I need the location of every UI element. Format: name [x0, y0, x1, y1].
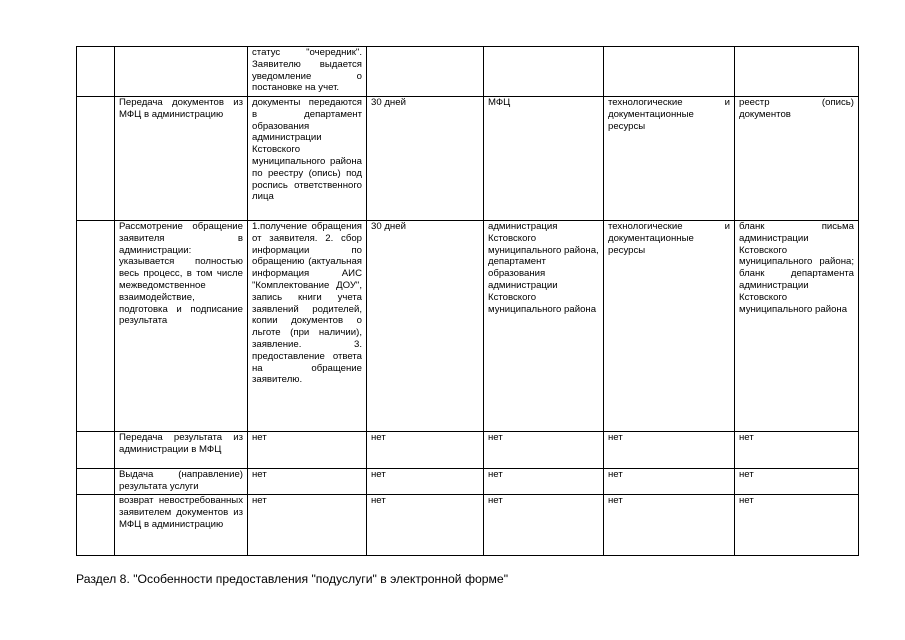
row-number-cell [77, 495, 115, 556]
duration-cell: нет [367, 495, 484, 556]
section-heading: Раздел 8. "Особенности предоставления "подуслуги" в электронной форме" [76, 572, 509, 586]
resources-cell: нет [604, 432, 735, 469]
table-row [77, 432, 859, 469]
duration-cell [367, 47, 484, 97]
procedure-description-cell: статус "очередник". Заявителю выдается уведомление о постановке на учет. [248, 47, 367, 97]
procedure-description-cell: нет [248, 432, 367, 469]
process-table [76, 46, 859, 556]
table-row [77, 469, 859, 495]
executor-cell: администрация Кстовского муниципального района, департамент образования администрации Кстовского муниципального района [484, 221, 604, 432]
procedure-description-cell: нет [248, 469, 367, 495]
procedure-description-cell: 1.получение обращения от заявителя. 2. сбор информации по обращению (актуальная информация АИС "Комплектование ДОУ", запись книги учета заявлений родителей, копии документов о льготе (при наличии), заявление. 3. предоставление ответа на обращение заявителю. [248, 221, 367, 432]
forms-cell: нет [735, 432, 859, 469]
table-row [77, 97, 859, 221]
procedure-cell: возврат невостребованных заявителем документов из МФЦ в администрацию [115, 495, 248, 556]
forms-cell: нет [735, 495, 859, 556]
resources-cell: нет [604, 495, 735, 556]
duration-cell: нет [367, 432, 484, 469]
resources-cell [604, 47, 735, 97]
resources-cell: нет [604, 469, 735, 495]
duration-cell: 30 дней [367, 97, 484, 221]
row-number-cell [77, 432, 115, 469]
procedure-cell [115, 47, 248, 97]
executor-cell: МФЦ [484, 97, 604, 221]
procedure-cell: Выдача (направление) результата услуги [115, 469, 248, 495]
row-number-cell [77, 47, 115, 97]
table-row [77, 221, 859, 432]
procedure-cell: Рассмотрение обращение заявителя в администрации: указывается полностью весь процесс, в том числе межведомственное взаимодействие, подготовка и подписание результата [115, 221, 248, 432]
executor-cell: нет [484, 432, 604, 469]
row-number-cell [77, 221, 115, 432]
duration-cell: 30 дней [367, 221, 484, 432]
row-number-cell [77, 469, 115, 495]
executor-cell [484, 47, 604, 97]
resources-cell: технологические и документационные ресурсы [604, 97, 735, 221]
procedure-description-cell: документы передаются в департамент образования администрации Кстовского муниципального района по реестру (опись) под роспись ответственного лица [248, 97, 367, 221]
procedure-description-cell: нет [248, 495, 367, 556]
procedure-cell: Передача документов из МФЦ в администрацию [115, 97, 248, 221]
forms-cell: нет [735, 469, 859, 495]
forms-cell: реестр (опись) документов [735, 97, 859, 221]
table-row [77, 47, 859, 97]
forms-cell [735, 47, 859, 97]
row-number-cell [77, 97, 115, 221]
duration-cell: нет [367, 469, 484, 495]
executor-cell: нет [484, 495, 604, 556]
table-row [77, 495, 859, 556]
resources-cell: технологические и документационные ресурсы [604, 221, 735, 432]
forms-cell: бланк письма администрации Кстовского муниципального района; бланк департамента администрации Кстовского муниципального района [735, 221, 859, 432]
executor-cell: нет [484, 469, 604, 495]
procedure-cell: Передача результата из администрации в МФЦ [115, 432, 248, 469]
